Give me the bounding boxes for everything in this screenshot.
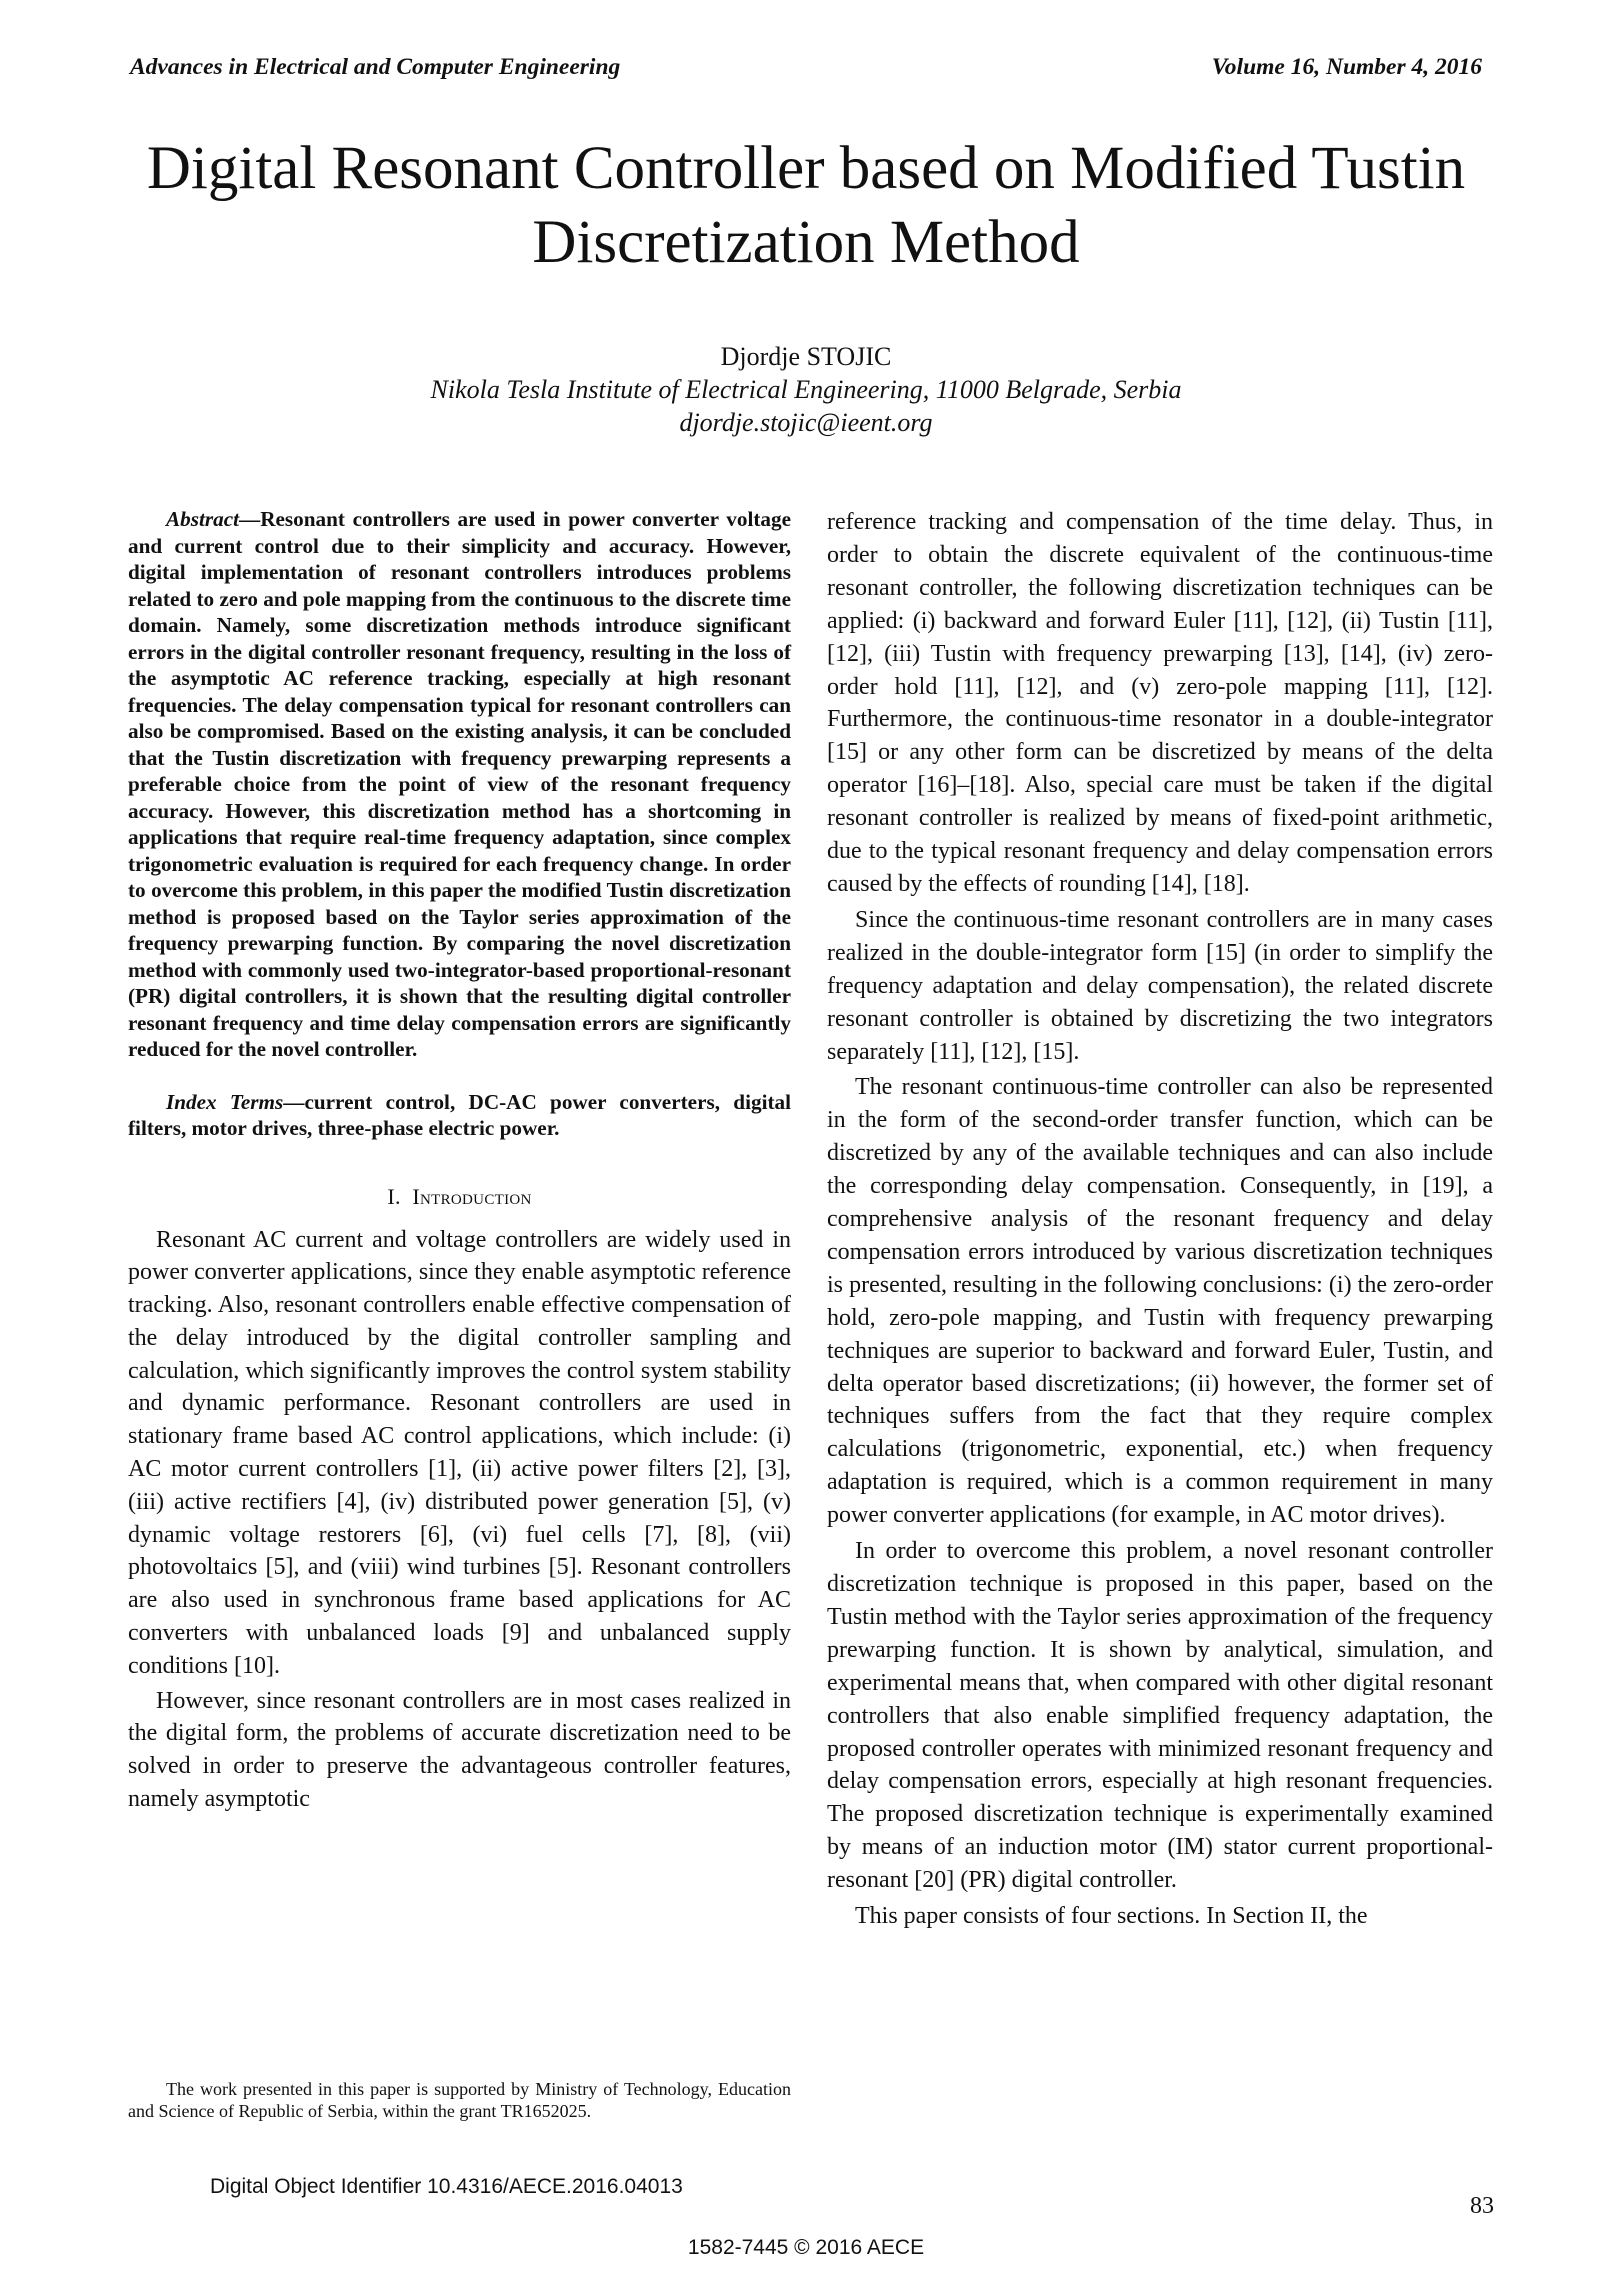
issn-copyright: 1582-7445 © 2016 AECE [687, 2236, 925, 2259]
right-paragraph-5: This paper consists of four sections. In Section II, the [855, 1903, 1368, 1930]
right-paragraph-1: reference tracking and compensation of the time delay. Thus, in order to obtain the discrete equivalent of the continuous-time resonant controller, the following discretization techniques can be applied: (i) backward and forward Euler [11], [12], (ii) Tustin [11], [12], (iii) Tustin with frequency prewarping [13], [14], (iv) zero-order hold [11], [12], and (v) zero-pole mapping [11], [12]. Furthermore, the continuous-time resonator in a double-integrator [15] or any other form can be discretized by means of the delta operator [16]–[18]. Also, special care must be taken if the digital resonant controller is realized by means of fixed-point arithmetic, due to the typical resonant frequency and delay compensation errors caused by the effects of rounding [14], [18]. [827, 509, 1493, 897]
section-heading [128, 1184, 791, 1210]
page-number: 83 [1470, 2193, 1494, 2219]
author-affiliation: Nikola Tesla Institute of Electrical Engineering, 11000 Belgrade, Serbia [430, 375, 1182, 404]
right-paragraph-4: In order to overcome this problem, a novel resonant controller discretization technique is proposed in this paper, based on the Tustin method with the Taylor series approximation of the frequency prewarping function. It is shown by analytical, simulation, and experimental means that, when compared with other digital resonant controllers that also enable simplified frequency adaptation, the proposed controller operates with minimized resonant frequency and delay compensation errors, especially at high resonant frequencies. The proposed discretization technique is experimentally examined by means of an induction motor (IM) stator current proportional-resonant [20] (PR) digital controller. [827, 1538, 1493, 1894]
abstract [128, 506, 791, 1063]
index-terms-text: current control, DC-AC power converters, digital filters, motor drives, three-phase electric power. [128, 1089, 791, 1140]
paper-title: Digital Resonant Controller based on Modified Tustin Discretization Method [146, 135, 1466, 276]
right-paragraph-2: Since the continuous-time resonant controllers are in many cases realized in the double-integrator form [15] (in order to simplify the frequency adaptation and delay compensation), the related discrete resonant controller is obtained by discretizing the two integrators separately [11], [12], [15]. [827, 906, 1493, 1065]
right-column [827, 506, 1493, 1933]
right-paragraph-3: The resonant continuous-time controller can also be represented in the form of the second-order transfer function, which can be discretized by any of the available techniques and can also include the corresponding delay compensation. Consequently, in [19], a comprehensive analysis of the resonant frequency and delay compensation errors introduced by various discretization techniques is presented, resulting in the following conclusions: (i) the zero-order hold, zero-pole mapping, and Tustin with frequency prewarping techniques are superior to backward and forward Euler, Tustin, and delta operator based discretizations; (ii) however, the former set of techniques suffers from the fact that they require complex calculations (trigonometric, exponential, etc.) when frequency adaptation is required, which is a common requirement in many power converter applications (for example, in AC motor drives). [827, 1074, 1493, 1529]
index-terms [128, 1089, 791, 1142]
author-name: Djordje STOJIC [720, 342, 892, 371]
doi[interactable]: Digital Object Identifier 10.4316/AECE.2016.04013 [210, 2175, 683, 2198]
abstract-dash: — [239, 507, 261, 531]
intro-paragraph-1: Resonant AC current and voltage controllers are widely used in power converter applications, since they enable asymptotic reference tracking. Also, resonant controllers enable effective compensation of the delay introduced by the digital controller sampling and calculation, which significantly improves the control system stability and dynamic performance. Resonant controllers are used in stationary frame based AC control applications, which include: (i) AC motor current controllers [1], (ii) active power filters [2], [3], (iii) active rectifiers [4], (iv) distributed power generation [5], (v) dynamic voltage restorers [6], (vi) fuel cells [7], [8], (vii) photovoltaics [5], and (viii) wind turbines [5]. Resonant controllers are also used in synchronous frame based applications for AC converters with unbalanced loads [9] and unbalanced supply conditions [10]. [128, 1226, 791, 1679]
journal-name: Advances in Electrical and Computer Engineering [130, 54, 621, 80]
abstract-text: Resonant controllers are used in power converter voltage and current control due to their simplicity and accuracy. However, digital implementation of resonant controllers introduces problems related to zero and pole mapping from the continuous to the discrete time domain. Namely, some discretization methods introduce significant errors in the digital controller resonant frequency, resulting in the loss of the asymptotic AC reference tracking, especially at high resonant frequencies. The delay compensation typical for resonant controllers can also be compromised. Based on the existing analysis, it can be concluded that the Tustin discretization with frequency prewarping represents a preferable choice from the point of view of the resonant frequency accuracy. However, this discretization method has a shortcoming in applications that require real-time frequency adaptation, since complex trigonometric evaluation is required for each frequency change. In order to overcome this problem, in this paper the modified Tustin discretization method is proposed based on the Taylor series approximation of the frequency prewarping function. By comparing the novel discretization method with commonly used two-integrator-based proportional-resonant (PR) digital controllers, it is shown that the resulting digital controller resonant frequency and time delay compensation errors are significantly reduced for the novel controller. [128, 507, 791, 1061]
left-column [128, 506, 791, 1816]
author-email[interactable]: djordje.stojic@ieent.org [679, 408, 933, 437]
funding-footnote: The work presented in this paper is supported by Ministry of Technology, Education and Science of Republic of Serbia, within the grant TR1652025. [128, 2079, 791, 2121]
abstract-label: Abstract [166, 507, 239, 531]
volume-info: Volume 16, Number 4, 2016 [1211, 54, 1482, 80]
section-title: Introduction [412, 1183, 532, 1209]
index-terms-label: Index Terms [166, 1089, 284, 1114]
index-terms-dash: — [283, 1089, 305, 1114]
section-number: I. [387, 1183, 401, 1209]
intro-paragraph-2: However, since resonant controllers are in most cases realized in the digital form, the problems of accurate discretization need to be solved in order to preserve the advantageous controller features, namely asymptotic [128, 1687, 791, 1813]
author-block [120, 340, 1492, 439]
